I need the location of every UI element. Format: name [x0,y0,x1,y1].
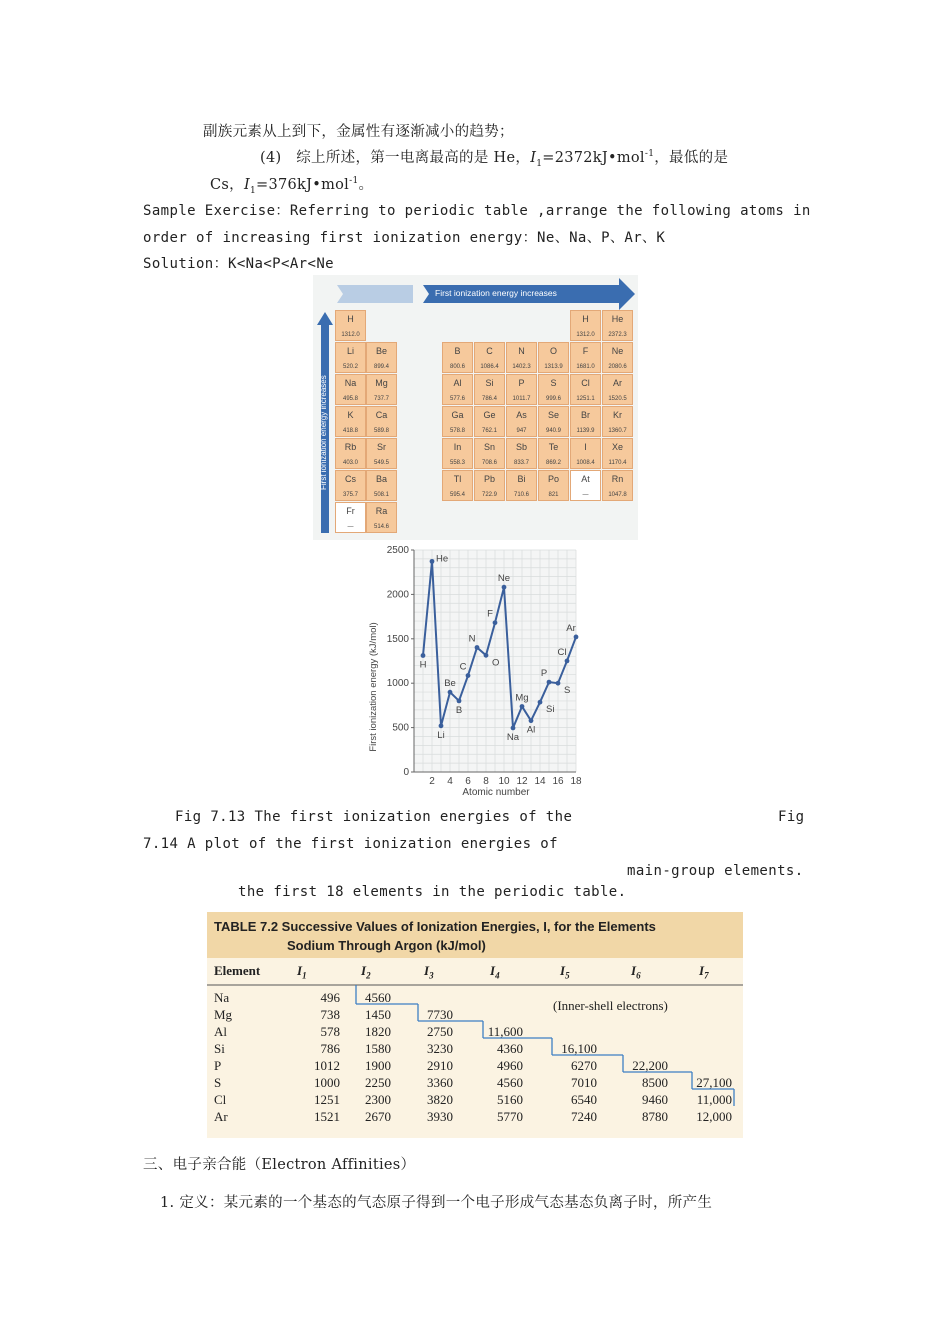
table-cell: 5160 [497,1092,523,1107]
line3-sup: -1 [349,176,359,187]
line3-part-c: =376kJ•mol [256,177,350,193]
element-symbol: Si [485,378,494,388]
chart-ylabel: First ionization energy (kJ/mol) [368,622,379,752]
element-ionization-value: 549.5 [373,460,389,466]
chart-point-cl [565,659,570,664]
element-ionization-value: 762.1 [481,428,497,434]
element-cell-sn [474,438,505,469]
table-cell: 1900 [365,1058,391,1073]
chart-xlabel: Atomic number [462,787,530,798]
table-cell: 2250 [365,1075,391,1090]
chart-point-h [421,653,426,658]
element-ionization-value: 1402.3 [512,364,531,370]
table-cell: 2910 [427,1058,453,1073]
table-cell: 1012 [314,1058,340,1073]
element-cell-ra [366,502,397,533]
element-cell-xe [602,438,633,469]
element-symbol: Pb [483,474,495,484]
chart-point-ar [574,635,579,640]
element-symbol: Rb [344,442,357,452]
chart-y-tick-label: 2500 [386,545,409,556]
chart-point-f [493,620,498,625]
table-cell: 7010 [571,1075,597,1090]
solution-line: Solution：K<Na<P<Ar<Ne [143,256,334,272]
chart-label-be: Be [444,678,456,690]
element-ionization-value: 520.2 [342,364,358,370]
element-cell-in [442,438,473,469]
element-ionization-value: 578.8 [449,428,465,434]
table-title-line-1: TABLE 7.2 Successive Values of Ionization Energies, I, for the Elements [214,919,656,934]
header-letter: I [560,963,566,978]
table-cell: 9460 [642,1092,668,1107]
element-ionization-value: 514.6 [373,524,389,530]
caption-fig-7-13: Fig 7.13 The first ionization energies of the [175,809,573,825]
element-ionization-value: 1008.4 [576,460,595,466]
chart-point-s [556,681,561,686]
element-cell-ga [442,406,473,437]
element-ionization-value: 833.7 [513,460,529,466]
chart-point-na [511,726,516,731]
chart-x-tick-label: 4 [447,776,453,787]
element-cell-at [570,470,601,501]
chart-label-o: O [492,657,500,669]
line2-sub: 1 [536,158,543,169]
element-cell-po [538,470,569,501]
element-cell-s [538,374,569,405]
element-symbol: Se [547,410,559,420]
element-cell-mg [366,374,397,405]
element-cell-n [506,342,537,373]
element-cell-as [506,406,537,437]
element-symbol: C [486,346,493,356]
element-ionization-value: 1312.0 [341,332,360,338]
chart-label-cl: Cl [557,646,567,658]
header-letter: I [631,963,637,978]
element-symbol: Al [453,378,462,388]
element-symbol: Ne [611,346,624,356]
chart-label-li: Li [437,729,445,741]
chart-label-s: S [564,685,571,697]
line3-part-d: 。 [358,177,374,193]
table-cell: 2670 [365,1109,391,1124]
element-ionization-value: 947 [516,428,527,434]
element-symbol: Be [375,346,387,356]
chart-label-he: He [436,553,449,565]
table-cell: 22,200 [632,1058,668,1073]
element-cell-o [538,342,569,373]
element-symbol: Rn [611,474,624,484]
element-ionization-value: 999.6 [545,396,561,402]
table-cell: 3230 [427,1041,453,1056]
element-symbol: Po [547,474,559,484]
ionization-chart [362,545,592,800]
element-ionization-value: 1251.1 [576,396,595,402]
chart-label-na: Na [506,731,520,743]
line3-i: I [243,177,250,193]
line2-sup: -1 [644,149,655,160]
element-ionization-value: 940.9 [545,428,561,434]
table-cell: 6270 [571,1058,597,1073]
element-ionization-value: 1139.9 [576,428,595,434]
chart-label-b: B [455,704,463,716]
element-cell-ba [366,470,397,501]
element-cell-cs [335,470,366,501]
element-ionization-value: 508.1 [373,492,389,498]
chart-x-tick-label: 14 [534,776,546,787]
table-cell: 1580 [365,1041,391,1056]
element-symbol: S [550,378,557,388]
header-letter: I [490,963,496,978]
caption-fig-7-14: 7.14 A plot of the first ionization energies of [143,836,558,852]
element-symbol: Na [344,378,357,388]
element-symbol: Te [548,442,559,452]
element-ionization-value: 899.4 [373,364,389,370]
chart-y-tick-label: 1000 [386,678,409,690]
header-sub: 6 [636,970,641,981]
element-cell-h [335,310,366,341]
table-cell: 16,100 [561,1041,597,1056]
chart-point-li [439,723,444,728]
element-symbol: At [581,474,590,484]
element-ionization-value: 1520.5 [608,396,627,402]
table-7-2 [207,912,743,1138]
inner-shell-note: (Inner-shell electrons) [553,998,668,1013]
element-cell-ca [366,406,397,437]
element-ionization-value: 2080.6 [608,364,627,370]
element-symbol: Li [346,346,354,356]
chart-label-c: C [459,661,467,673]
chart-y-tick-label: 500 [392,722,409,734]
chart-point-mg [520,704,525,709]
element-cell-br [570,406,601,437]
element-ionization-value: 708.6 [481,460,497,466]
element-cell-al [442,374,473,405]
chart-x-tick-label: 2 [429,776,435,787]
element-cell-kr [602,406,633,437]
element-symbol: Ar [613,378,622,388]
table-cell: 786 [320,1041,340,1056]
element-symbol: P [518,378,525,388]
chart-y-tick-label: 1500 [386,633,409,645]
element-ionization-value: 1312.0 [576,332,595,338]
element-symbol: Bi [517,474,526,484]
element-symbol: In [453,442,462,452]
line2-part-d: ，最低的是 [654,150,729,166]
element-ionization-value: 800.6 [449,364,465,370]
table-cell: 4560 [365,990,391,1005]
caption-main-group: main-group elements. [627,863,804,879]
table-cell: 1521 [314,1109,340,1124]
table-cell: 12,000 [696,1109,732,1124]
element-ionization-value: 418.8 [342,428,358,434]
element-ionization-value: 821 [548,492,559,498]
chart-y-tick-label: 0 [403,767,409,778]
chart-point-ne [502,585,507,590]
chart-point-o [484,653,489,658]
element-cell-fr [335,502,366,533]
element-ionization-value: 737.7 [373,396,389,402]
header-letter: I [424,963,430,978]
line3-part-a: Cs， [210,177,244,193]
element-ionization-value: 786.4 [481,396,497,402]
chart-point-p [547,680,552,685]
element-symbol: B [454,346,461,356]
chart-point-b [457,698,462,703]
chart-label-mg: Mg [515,692,529,704]
element-cell-tl [442,470,473,501]
chart-label-ar: Ar [566,622,576,634]
element-ionization-value: 1170.4 [608,460,627,466]
element-cell-na [335,374,366,405]
periodic-table-figure [313,275,638,540]
caption-first-18: the first 18 elements in the periodic table. [238,884,627,900]
table-row-element-na: Na [214,990,230,1005]
header-sub: 3 [429,970,434,981]
line2-part-c: =2372kJ•mol [542,150,645,166]
element-symbol: Tl [453,474,462,484]
element-symbol: He [611,314,624,324]
element-symbol: Fr [346,506,355,516]
element-cell-sb [506,438,537,469]
element-symbol: H [347,314,354,324]
element-cell-cl [570,374,601,405]
chart-x-tick-label: 16 [552,776,564,787]
element-symbol: Ca [375,410,388,420]
header-letter: I [361,963,367,978]
table-cell: 2300 [365,1092,391,1107]
chart-point-n [475,645,480,650]
chart-point-si [538,700,543,705]
line3-sub: 1 [249,185,256,196]
element-cell-f [570,342,601,373]
element-cell-bi [506,470,537,501]
element-cell-se [538,406,569,437]
chart-x-tick-label: 12 [516,776,528,787]
element-cell-rn [602,470,633,501]
paragraph-line-2 [260,146,728,169]
table-row-element-p: P [214,1058,222,1073]
table-title-line-2: Sodium Through Argon (kJ/mol) [287,938,486,953]
element-ionization-value: 403.0 [342,460,358,466]
element-ionization-value: 869.2 [545,460,561,466]
element-cell-he-right [602,310,633,341]
sample-exercise-line-1: Sample Exercise：Referring to periodic table ,arrange the following atoms in [143,203,811,219]
paragraph-line-3 [210,173,373,196]
chart-label-p: P [540,668,548,680]
element-symbol: N [518,346,525,356]
table-cell: 3820 [427,1092,453,1107]
chart-y-tick-label: 2000 [386,589,409,601]
element-ionization-value: 495.8 [342,396,358,402]
element-ionization-value: 589.8 [373,428,389,434]
table-cell: 27,100 [696,1075,732,1090]
element-ionization-value: 710.6 [513,492,529,498]
header-sub: 2 [366,970,371,981]
table-cell: 6540 [571,1092,597,1107]
chart-label-f: F [487,608,493,620]
element-symbol: Ge [483,410,496,420]
side-arrow-label: First ionization energy increases [319,375,328,490]
element-cell-ge [474,406,505,437]
element-ionization-value: 577.6 [449,396,465,402]
table-cell: 7240 [571,1109,597,1124]
element-ionization-value: — [582,492,589,498]
table-cell: 496 [320,990,340,1005]
element-symbol: K [347,410,354,420]
header-letter: I [297,963,303,978]
table-cell: 4960 [497,1058,523,1073]
element-cell-p [506,374,537,405]
chart-point-he [430,559,435,564]
element-cell-te [538,438,569,469]
element-symbol: As [516,410,527,420]
table-cell: 11,600 [487,1024,523,1039]
element-ionization-value: — [347,524,354,530]
element-symbol: Mg [375,378,388,388]
element-ionization-value: 1047.8 [608,492,627,498]
chart-point-al [529,718,534,723]
element-symbol: Sr [377,442,386,452]
element-cell-i [570,438,601,469]
table-cell: 3360 [427,1075,453,1090]
element-symbol: O [549,346,557,356]
table-cell: 578 [320,1024,340,1039]
caption-fig-label: Fig [778,809,805,825]
element-ionization-value: 2372.3 [608,332,627,338]
element-symbol: Cl [581,378,590,388]
header-sub: 4 [495,970,500,981]
table-cell: 4360 [497,1041,523,1056]
definition-line-1: 1. 定义：某元素的一个基态的气态原子得到一个电子形成气态基态负离子时，所产生 [160,1195,713,1211]
chart-label-si: Si [546,704,555,716]
element-cell-ar [602,374,633,405]
chart-point-be [448,690,453,695]
table-cell: 11,000 [696,1092,732,1107]
top-arrow-label: First ionization energy increases [435,288,557,298]
table-row-element-s: S [214,1075,222,1090]
table-row-element-ar: Ar [214,1109,228,1124]
element-ionization-value: 1360.7 [608,428,627,434]
header-letter: I [699,963,705,978]
paragraph-line-1: 副族元素从上到下，金属性有逐渐减小的趋势； [203,124,514,140]
element-cell-sr [366,438,397,469]
table-cell: 738 [320,1007,340,1022]
element-cell-li [335,342,366,373]
table-cell: 4560 [497,1075,523,1090]
table-row-element-cl: Cl [214,1092,227,1107]
element-cell-ne [602,342,633,373]
table-row-element-mg: Mg [214,1007,233,1022]
element-ionization-value: 375.7 [342,492,358,498]
element-symbol: I [584,442,587,452]
line2-i: I [530,150,537,166]
element-symbol: Sb [515,442,527,452]
element-symbol: Ra [375,506,388,516]
element-cell-c [474,342,505,373]
top-arrow-light [337,285,413,303]
table-cell: 5770 [497,1109,523,1124]
element-ionization-value: 1086.4 [480,364,499,370]
element-symbol: Ga [451,410,464,420]
table-cell: 8780 [642,1109,668,1124]
element-ionization-value: 1011.7 [512,396,531,402]
table-row-element-al: Al [214,1024,227,1039]
element-cell-pb [474,470,505,501]
element-symbol: F [582,346,589,356]
table-cell: 8500 [642,1075,668,1090]
header-sub: 5 [565,970,570,981]
section-3-heading: 三、电子亲合能（Electron Affinities） [143,1157,416,1173]
element-ionization-value: 1681.0 [576,364,595,370]
chart-x-tick-label: 18 [570,776,582,787]
header-sub: 1 [302,970,307,981]
table-rules [207,912,743,1138]
element-ionization-value: 722.9 [481,492,497,498]
chart-point-c [466,673,471,678]
chart-x-tick-label: 8 [483,776,489,787]
element-ionization-value: 595.4 [449,492,465,498]
element-cell-si [474,374,505,405]
sample-exercise-line-2: order of increasing first ionization energy：Ne、Na、P、Ar、K [143,230,666,246]
chart-label-h: H [419,659,427,671]
element-cell-h-right [570,310,601,341]
element-symbol: Ba [375,474,387,484]
table-cell: 1820 [365,1024,391,1039]
element-symbol: Kr [613,410,622,420]
chart-label-ne: Ne [497,573,511,585]
table-cell: 3930 [427,1109,453,1124]
table-cell: 1450 [365,1007,391,1022]
table-cell: 1000 [314,1075,340,1090]
element-cell-b [442,342,473,373]
line2-part-a: (4) 综上所述，第一电离最高的是 He， [260,150,531,166]
element-cell-be [366,342,397,373]
element-symbol: H [582,314,589,324]
element-cell-k [335,406,366,437]
chart-label-n: N [468,633,476,645]
element-ionization-value: 1313.9 [544,364,563,370]
table-cell: 1251 [314,1092,340,1107]
header-sub: 7 [704,970,709,981]
table-row-element-si: Si [214,1041,225,1056]
element-cell-rb [335,438,366,469]
element-symbol: Sn [483,442,495,452]
element-symbol: Br [581,410,590,420]
chart-x-tick-label: 10 [498,776,510,787]
table-cell: 7730 [427,1007,453,1022]
chart-label-al: Al [526,724,536,736]
table-col-header-0: Element [214,963,261,978]
element-symbol: Cs [345,474,356,484]
chart-x-tick-label: 6 [465,776,471,787]
element-ionization-value: 558.3 [449,460,465,466]
table-cell: 2750 [427,1024,453,1039]
element-symbol: Xe [611,442,623,452]
